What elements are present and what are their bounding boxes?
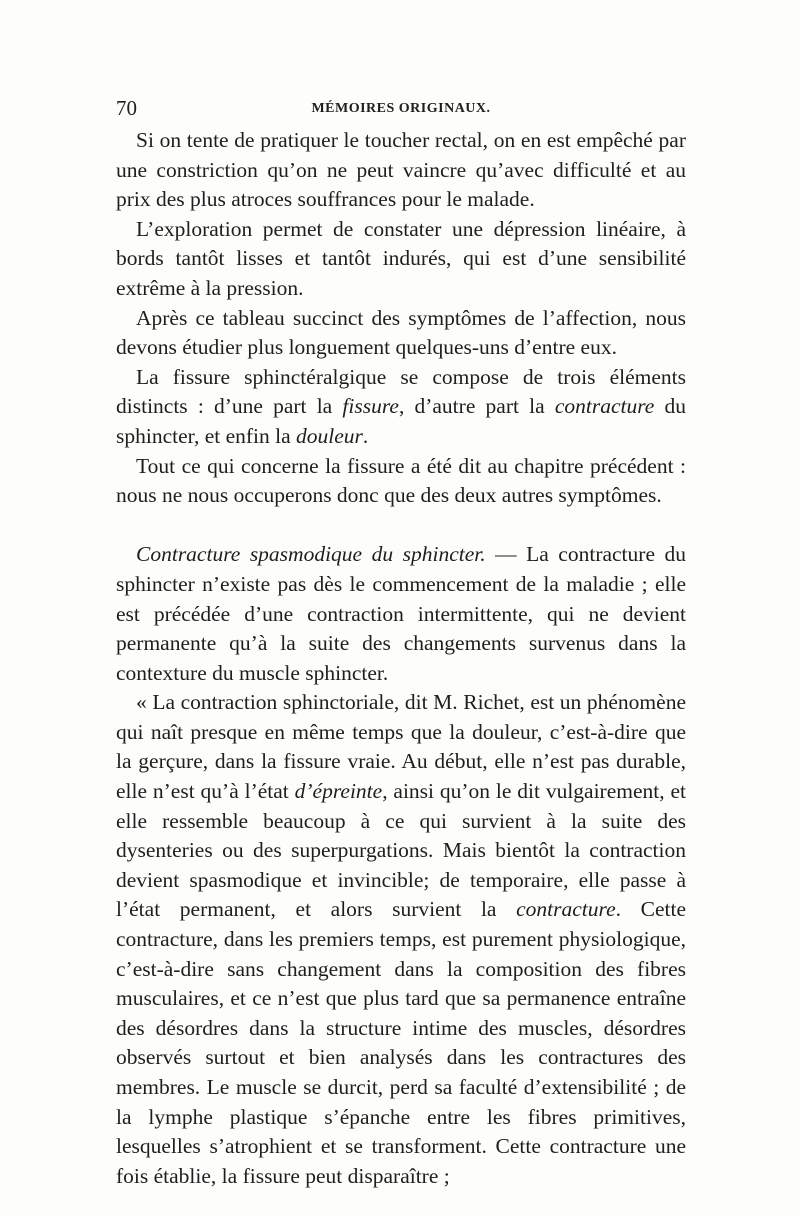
italic-text: contracture [554, 394, 655, 419]
paragraph [116, 304, 686, 363]
paragraph [116, 688, 686, 1191]
text-run: . [362, 423, 369, 448]
paragraph [116, 126, 686, 215]
text-run: Après ce tableau succinct des symptômes de l’affection, nous devons étudier plus longuement quelques-uns d’entre eux. [116, 305, 686, 360]
text-run: . Cette contracture, dans les premiers temps, est purement physiologique, c’est-à-dire sans changement dans la composition des fibres musculaires, et ce n’est que plus tard que sa permanence entraîne des désordres dans la structure intime des muscles, désordres observés surtout et bien analysés dans les contractures des membres. Le muscle se durcit, perd sa faculté d’extensibilité ; de la lymphe plastique s’épanche entre les fibres primitives, lesquelles s’atrophient et se transforment. Cette contracture une fois établie, la fissure peut disparaître ; [116, 897, 686, 1188]
italic-text: Contracture spasmodique du sphincter. [136, 542, 486, 567]
body-text [116, 126, 686, 1191]
italic-text: d’épreinte [294, 779, 383, 804]
running-head: MÉMOIRES ORIGINAUX. [311, 101, 491, 116]
text-run: « La contraction sphinctoriale, dit M. Richet, est un phénomène qui naît presque en même temps que la douleur, c’est-à-dire que la gerçure, dans la fissure vraie. Au début, elle n’est pas durable, elle n’est qu’à l’état [116, 690, 686, 804]
text-run: Si on tente de pratiquer le toucher rectal, on en est empêché par une constriction qu’on ne peut vaincre qu’avec difficulté et au prix des plus atroces souffrances pour le malade. [116, 128, 686, 212]
paragraph [116, 215, 686, 304]
page-header [116, 96, 686, 124]
page-number: 70 [116, 96, 137, 120]
text-run: Tout ce qui concerne la fissure a été dit au chapitre précédent : nous ne nous occuperons donc que des deux autres symptômes. [116, 453, 686, 508]
text-run: L’exploration permet de constater une dépression linéaire, à bords tantôt lisses et tantôt indurés, qui est d’une sensibilité extrême à la pression. [116, 216, 686, 300]
text-run: du sphincter, et enfin la [116, 394, 686, 448]
paragraph [116, 540, 686, 688]
text-run: La fissure sphinctéralgique se compose de trois éléments distincts : d’une part la [116, 364, 686, 419]
italic-text: contracture [516, 897, 616, 922]
italic-text: fissure [342, 394, 399, 419]
text-run: , ainsi qu’on le dit vulgairement, et elle ressemble beaucoup à ce qui survient à la suite des dysenteries ou des superpurgations. Mais bientôt la contraction devient spasmodique et invincible; de temporaire, elle passe à l’état permanent, et alors survient la [116, 779, 686, 922]
text-run: — La contracture du sphincter n’existe pas dès le commencement de la maladie ; elle est précédée d’une contraction intermittente, qui ne devient permanente qu’à la suite des changements survenus dans la contexture du muscle sphincter. [116, 542, 686, 685]
text-run: , d’autre part la [398, 394, 555, 419]
paragraph [116, 452, 686, 511]
paragraph [116, 363, 686, 452]
italic-text: douleur [296, 423, 363, 448]
